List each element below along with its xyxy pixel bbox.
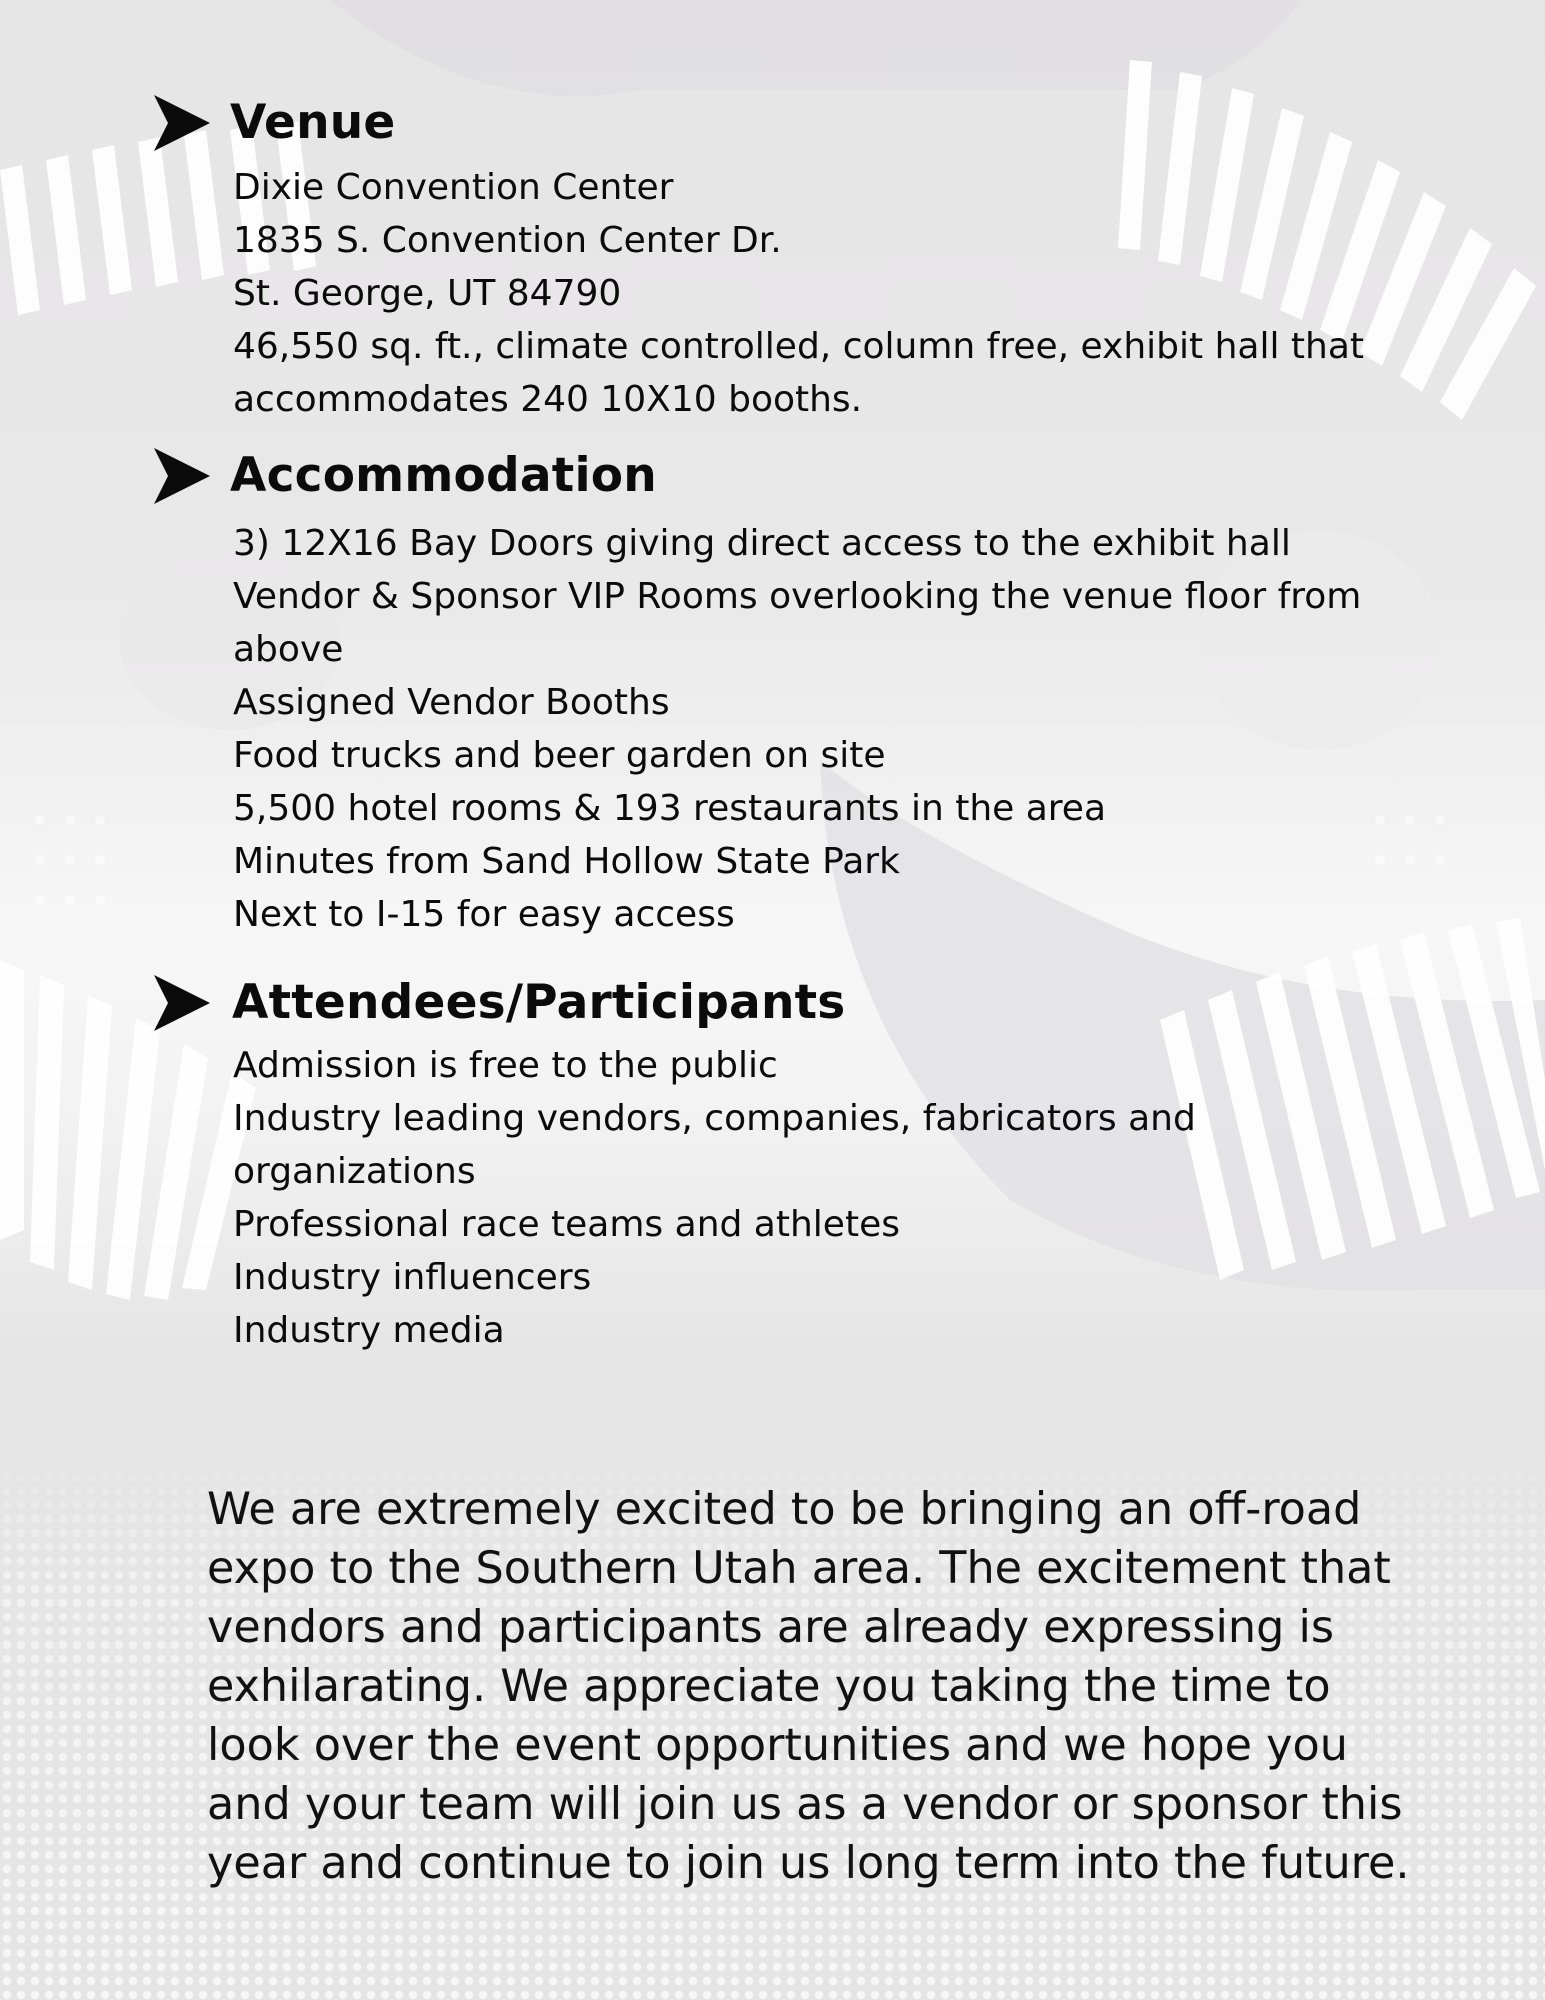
section-body bbox=[233, 1039, 1513, 1357]
list-item: above bbox=[233, 629, 344, 670]
list-item: 3) 12X16 Bay Doors giving direct access to the exhibit hall bbox=[233, 523, 1291, 564]
list-item: organizations bbox=[233, 1151, 476, 1192]
list-item: Dixie Convention Center bbox=[233, 167, 674, 208]
section-body bbox=[233, 161, 1513, 426]
arrow-right-icon bbox=[154, 446, 210, 506]
list-item: Vendor & Sponsor VIP Rooms overlooking the venue floor from bbox=[233, 576, 1362, 617]
list-item: Industry influencers bbox=[233, 1257, 592, 1298]
list-item: Food trucks and beer garden on site bbox=[233, 735, 886, 776]
list-item: 5,500 hotel rooms & 193 restaurants in the area bbox=[233, 788, 1107, 829]
closing-paragraph bbox=[207, 1480, 1437, 1893]
list-item: 46,550 sq. ft., climate controlled, column free, exhibit hall that bbox=[233, 326, 1365, 367]
list-item: Next to I-15 for easy access bbox=[233, 894, 735, 935]
list-item: St. George, UT 84790 bbox=[233, 273, 622, 314]
section-header bbox=[150, 446, 1450, 506]
arrow-right-icon bbox=[154, 93, 210, 153]
list-item: Minutes from Sand Hollow State Park bbox=[233, 841, 900, 882]
section-header bbox=[150, 93, 1450, 153]
arrow-right-icon bbox=[154, 973, 210, 1033]
paragraph-line: exhilarating. We appreciate you taking the time to bbox=[207, 1661, 1331, 1712]
section-venue bbox=[150, 93, 1450, 420]
paragraph-line: and your team will join us as a vendor or sponsor this bbox=[207, 1779, 1403, 1830]
list-item: 1835 S. Convention Center Dr. bbox=[233, 220, 782, 261]
section-title: Accommodation bbox=[230, 448, 657, 503]
section-body bbox=[233, 517, 1513, 941]
list-item: Professional race teams and athletes bbox=[233, 1204, 900, 1245]
paragraph-line: vendors and participants are already expressing is bbox=[207, 1602, 1335, 1653]
list-item: Admission is free to the public bbox=[233, 1045, 778, 1086]
section-title: Venue bbox=[230, 95, 396, 150]
section-title: Attendees/Participants bbox=[232, 975, 846, 1030]
list-item: Industry media bbox=[233, 1310, 505, 1351]
paragraph-line: expo to the Southern Utah area. The excitement that bbox=[207, 1543, 1391, 1594]
list-item: Industry leading vendors, companies, fabricators and bbox=[233, 1098, 1196, 1139]
list-item: Assigned Vendor Booths bbox=[233, 682, 670, 723]
paragraph-line: year and continue to join us long term into the future. bbox=[207, 1838, 1410, 1889]
list-item: accommodates 240 10X10 booths. bbox=[233, 379, 863, 420]
paragraph-line: We are extremely excited to be bringing an off-road bbox=[207, 1484, 1362, 1535]
paragraph-line: look over the event opportunities and we hope you bbox=[207, 1720, 1348, 1771]
section-header bbox=[150, 973, 1450, 1033]
section-accommodation bbox=[150, 446, 1450, 935]
section-attendees bbox=[150, 973, 1450, 1351]
